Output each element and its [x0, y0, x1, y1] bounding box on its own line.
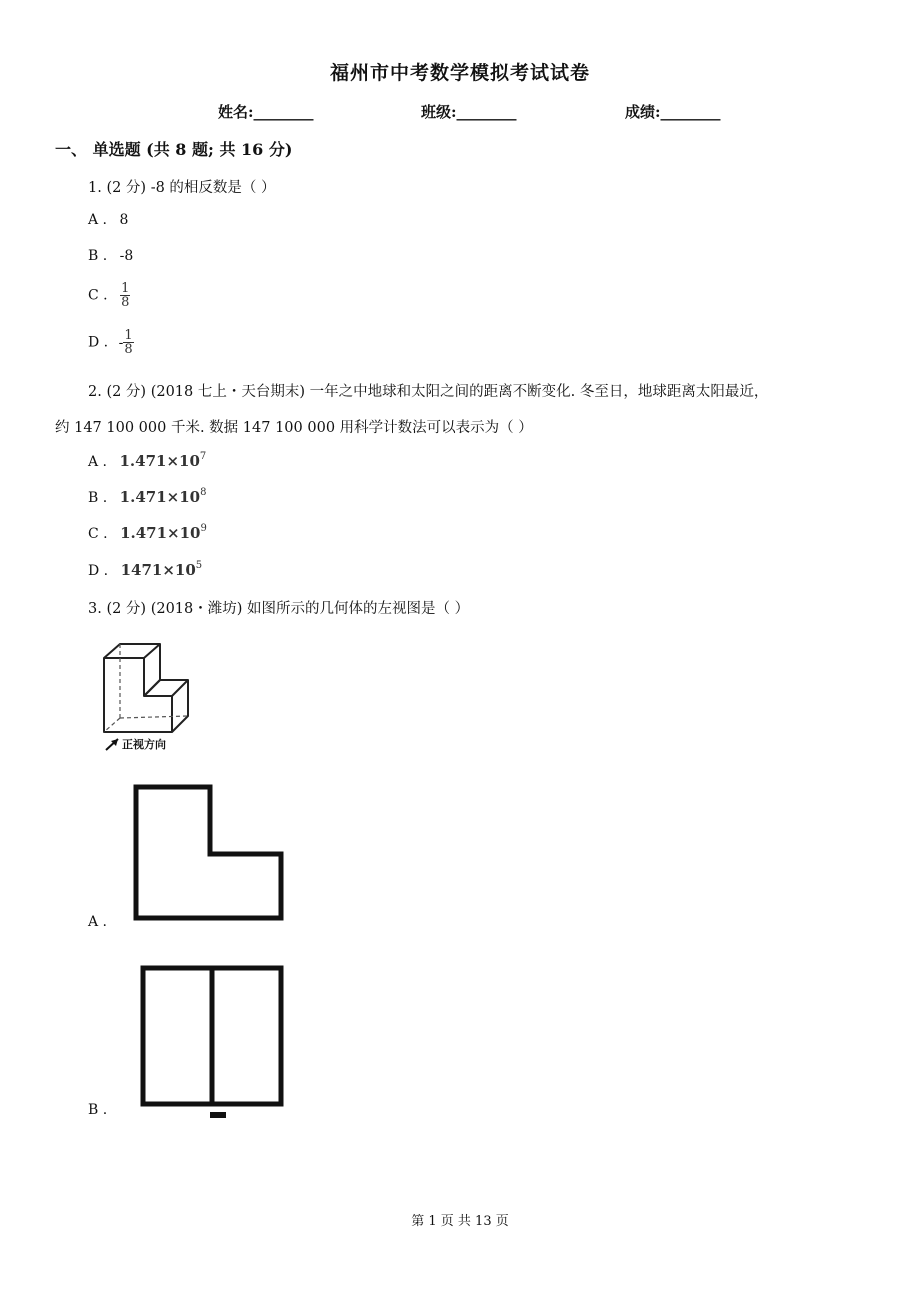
q2-option-d [88, 561, 202, 579]
exponent: 7 [199, 451, 207, 462]
question-2-stem-line1: 2. (2 分) (2018 七上・天台期末) 一年之中地球和太阳之间的距离不断变化. 冬至日，地球距离太阳最近， [88, 384, 769, 400]
scientific-notation [119, 452, 206, 470]
fraction [120, 282, 130, 309]
score-field: 成绩:________ [625, 103, 721, 121]
fraction [123, 329, 133, 356]
fraction-denominator: 8 [121, 295, 130, 310]
exponent: 5 [195, 560, 203, 571]
figure-caption: 正视方向 [122, 738, 166, 751]
option-label: C . [88, 287, 108, 304]
scientific-notation [120, 524, 207, 542]
fraction-denominator: 8 [124, 342, 133, 357]
mantissa: 1.471×10 [120, 524, 201, 542]
option-label: D . [88, 563, 109, 579]
section-heading: 一、 单选题 (共 8 题; 共 16 分) [55, 140, 293, 159]
option-label: C . [88, 526, 108, 542]
q2-option-b [88, 488, 206, 506]
option-label: D . [88, 334, 109, 351]
class-field: 班级:________ [421, 103, 517, 121]
option-text: -8 [119, 248, 134, 264]
arrow-icon [106, 739, 118, 750]
mantissa: 1471×10 [120, 561, 196, 579]
option-label: A . [88, 212, 108, 228]
question-1-stem: 1. (2 分) -8 的相反数是（ ） [88, 180, 276, 196]
option-label: B . [88, 248, 108, 264]
exponent: 9 [200, 523, 207, 534]
page-footer: 第 1 页 共 13 页 [411, 1214, 509, 1229]
fraction-numerator: 1 [121, 281, 130, 296]
q3-option-b: B . [88, 1102, 108, 1118]
q1-option-c [88, 282, 130, 309]
q1-option-d [88, 329, 134, 356]
option-text: 8 [119, 212, 129, 228]
option-label: B . [88, 490, 108, 506]
exponent: 8 [200, 487, 207, 498]
q2-option-c [88, 524, 207, 542]
page-title: 福州市中考数学模拟考试试卷 [329, 62, 590, 84]
q3-option-a-figure [128, 782, 290, 926]
question-2-stem-line2: 约 147 100 000 千米. 数据 147 100 000 用科学计数法可以表示为（ ） [55, 420, 533, 436]
name-field: 姓名:________ [218, 103, 314, 121]
fraction-numerator: 1 [124, 328, 133, 343]
q3-option-a: A . [88, 914, 108, 930]
question-3-stem: 3. (2 分) (2018・潍坊) 如图所示的几何体的左视图是（ ） [88, 601, 470, 617]
q1-option-a [88, 212, 128, 228]
option-sign: - [118, 334, 124, 351]
option-label: A . [88, 454, 108, 470]
scientific-notation [120, 488, 207, 506]
q2-option-a [88, 452, 206, 470]
scientific-notation [121, 561, 203, 579]
q3-option-b-figure [136, 960, 290, 1120]
mantissa: 1.471×10 [119, 488, 201, 506]
mantissa: 1.471×10 [119, 452, 200, 470]
q1-option-b [88, 248, 133, 264]
